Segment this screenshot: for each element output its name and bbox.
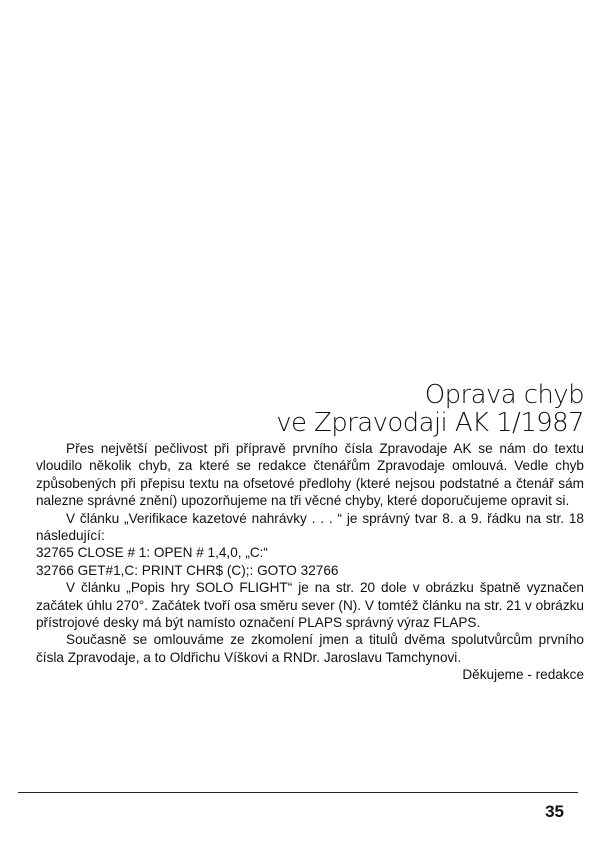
paragraph-intro: Přes největší pečlivost při přípravě prvního čísla Zpravodaje AK se nám do textu vloudilo několik chyb, za které se redakce čtenářům Zpravodaje omlouvá. Vedle chyb způsobených při přepisu textu na ofsetové předlohy (které nejsou podstatné a čtenář sám nalezne správné znění) upozorňujeme na tři věcné chyby, které doporučujeme opravit si. xyxy=(36,441,584,509)
paragraph-verifikace: V článku „Verifikace kazetové nahrávky . . . “ je správný tvar 8. a 9. řádku na str. 18 následující: xyxy=(36,510,584,544)
code-line-32765: 32765 CLOSE # 1: OPEN # 1,4,0, „C:“ xyxy=(36,545,268,561)
article-title xyxy=(276,381,584,437)
article-body xyxy=(36,440,584,684)
paragraph-solo-flight: V článku „Popis hry SOLO FLIGHT“ je na str. 20 dole v obrázku špatně vyznačen začátek úhlu 270°. Začátek tvoří osa směru sever (N). V tomtéž článku na str. 21 v obrázku přístrojové desky má být namísto označení PLAPS správný výraz FLAPS. xyxy=(36,580,584,631)
code-line-32766: 32766 GET#1,C: PRINT CHR$ (C);: GOTO 32766 xyxy=(36,562,339,578)
page-number: 35 xyxy=(545,802,564,821)
title-line-1: Oprava chyb xyxy=(424,380,584,410)
paragraph-apology: Současně se omlouváme ze zkomolení jmen a titulů dvěma spolutvůrcům prvního čísla Zpravodaje, a to Oldřichu Víškovi a RNDr. Jaroslavu Tamchynovi. xyxy=(36,632,584,665)
footer-rule xyxy=(18,792,578,793)
title-line-2: ve Zpravodaji AK 1/1987 xyxy=(276,408,584,438)
signature: Děkujeme - redakce xyxy=(462,667,584,683)
